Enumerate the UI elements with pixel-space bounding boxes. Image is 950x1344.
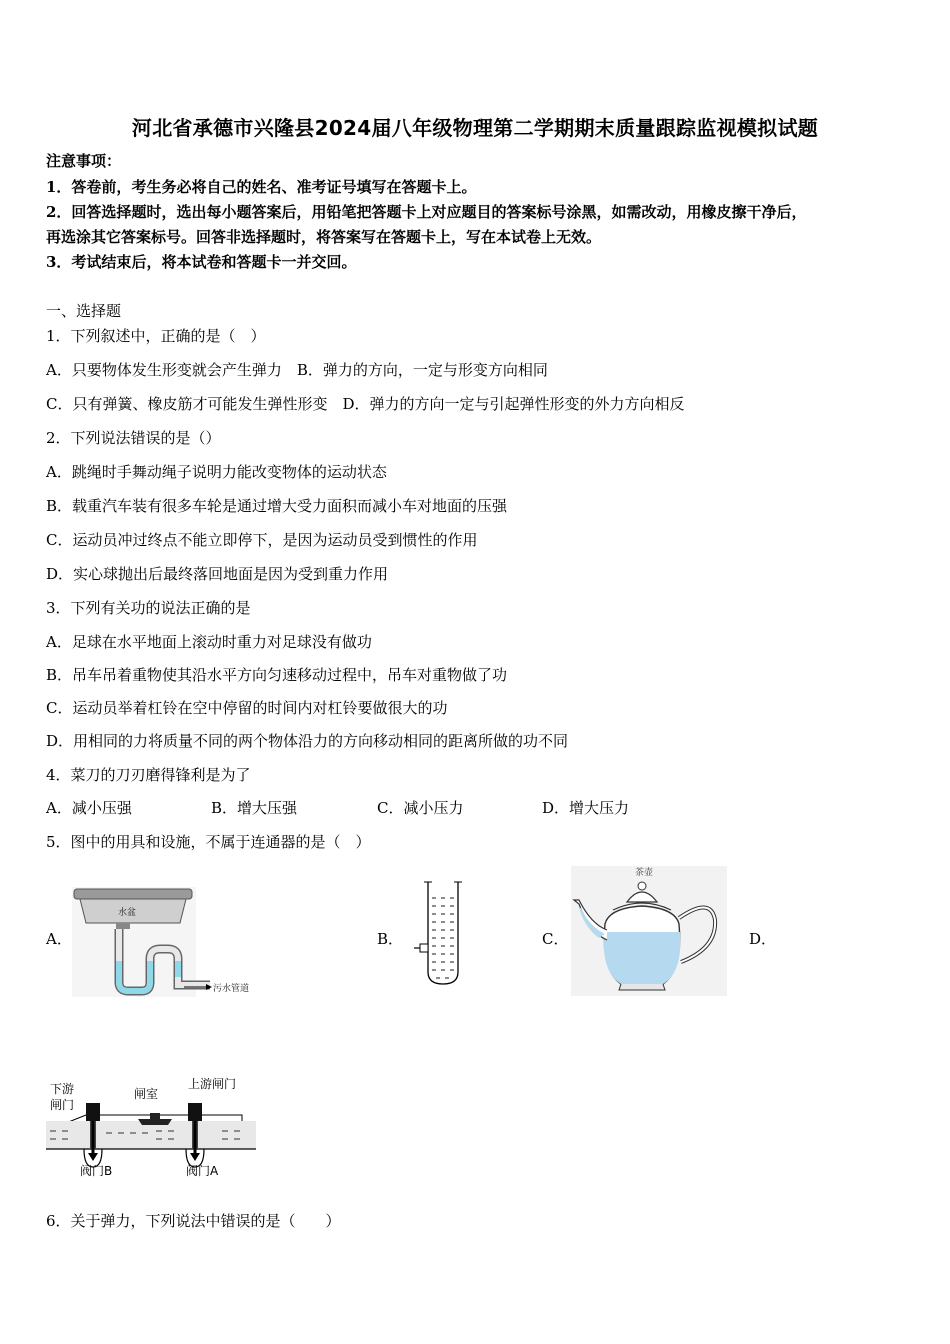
q4-option-a: A．减小压强 — [46, 799, 132, 817]
notice-item: 再选涂其它答案标号。回答非选择题时，将答案写在答题卡上，写在本试卷上无效。 — [46, 228, 602, 246]
q2-option: C．运动员冲过终点不能立即停下，是因为运动员受到惯性的作用 — [46, 531, 478, 549]
q4-option-c: C．减小压力 — [377, 799, 464, 817]
notice-item: 2．回答选择题时，选出每小题答案后，用铅笔把答题卡上对应题目的答案标号涂黑，如需改动，用橡皮擦干净后， — [46, 203, 807, 221]
valve-a-label: 阀门A — [186, 1164, 219, 1178]
q2-option: A．跳绳时手舞动绳子说明力能改变物体的运动状态 — [46, 463, 387, 481]
q1-option-row: A．只要物体发生形变就会产生弹力 B．弹力的方向，一定与形变方向相同 — [46, 361, 548, 379]
upstream-gate-label: 上游闸门 — [188, 1077, 237, 1091]
lock-chamber-label: 闸室 — [134, 1087, 159, 1101]
q5-label-d: D． — [749, 930, 777, 948]
q2-option: D．实心球抛出后最终落回地面是因为受到重力作用 — [46, 565, 389, 583]
q4-option-d: D．增大压力 — [542, 799, 630, 817]
teapot-caption: 茶壶 — [635, 868, 654, 878]
q3-option: C．运动员举着杠铃在空中停留的时间内对杠铃要做很大的功 — [46, 699, 448, 717]
q2-stem: 2．下列说法错误的是（） — [46, 429, 221, 447]
sewer-pipe-label: 污水管道 — [213, 984, 250, 994]
page-title: 河北省承德市兴隆县2024届八年级物理第二学期期末质量跟踪监视模拟试题 — [131, 116, 819, 140]
q4-option-b: B．增大压强 — [211, 799, 298, 817]
q3-option: B．吊车吊着重物使其沿水平方向匀速移动过程中，吊车对重物做了功 — [46, 666, 508, 684]
q3-option: A．足球在水平地面上滚动时重力对足球没有做功 — [46, 633, 372, 651]
q5-label-b: B． — [377, 930, 404, 948]
q5-label-a: A． — [46, 930, 72, 948]
teapot-figure — [571, 866, 727, 996]
basin-label: 水盆 — [118, 908, 137, 918]
q6-stem: 6．关于弹力，下列说法中错误的是（ ） — [46, 1212, 341, 1230]
q5-label-c: C． — [542, 930, 569, 948]
q5-stem: 5．图中的用具和设施，不属于连通器的是（ ） — [46, 833, 371, 851]
downstream-gate-label-2: 闸门 — [50, 1098, 75, 1112]
tube-figure — [408, 880, 478, 990]
notice-heading: 注意事项： — [46, 152, 122, 170]
ship-lock-figure — [46, 1075, 256, 1180]
notice-item: 1．答卷前，考生务必将自己的姓名、准考证号填写在答题卡上。 — [46, 178, 477, 196]
q2-option: B．载重汽车装有很多车轮是通过增大受力面积而减小车对地面的压强 — [46, 497, 508, 515]
valve-b-label: 阀门B — [80, 1164, 113, 1178]
q1-stem: 1．下列叙述中，正确的是（ ） — [46, 327, 266, 345]
sink-trap-figure — [72, 887, 272, 997]
section-heading: 一、选择题 — [46, 302, 122, 320]
q3-stem: 3．下列有关功的说法正确的是 — [46, 599, 251, 617]
downstream-gate-label-1: 下游 — [50, 1082, 75, 1096]
q4-stem: 4．菜刀的刀刃磨得锋利是为了 — [46, 766, 251, 784]
notice-item: 3．考试结束后，将本试卷和答题卡一并交回。 — [46, 253, 357, 271]
q1-option-row: C．只有弹簧、橡皮筋才可能发生弹性形变 D．弹力的方向一定与引起弹性形变的外力方向相反 — [46, 395, 685, 413]
q3-option: D．用相同的力将质量不同的两个物体沿力的方向移动相同的距离所做的功不同 — [46, 732, 569, 750]
